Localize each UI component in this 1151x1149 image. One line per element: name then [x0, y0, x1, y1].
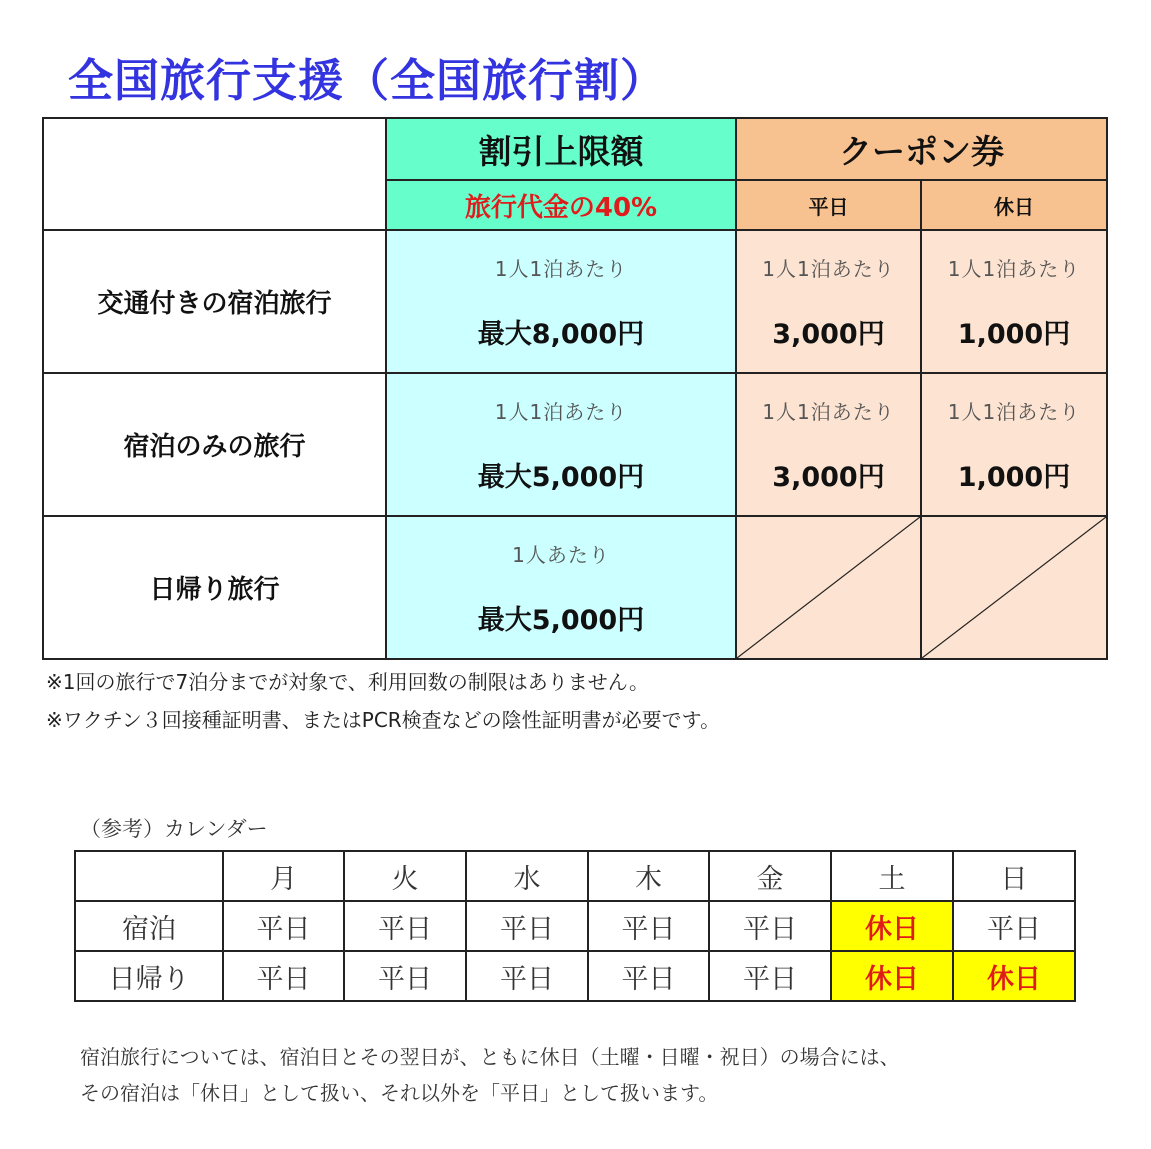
day-header: 日 [953, 851, 1075, 901]
calendar-cell: 平日 [709, 951, 831, 1001]
day-header: 火 [344, 851, 466, 901]
calendar-header-row [75, 851, 1075, 901]
calendar-cell: 平日 [588, 901, 709, 951]
coupon-weekday-header: 平日 [736, 180, 921, 230]
calendar-row [75, 951, 1075, 1001]
amount-text: 1,000円 [957, 462, 1071, 493]
corner-cell [43, 118, 386, 230]
amount-text: 3,000円 [772, 462, 885, 493]
amount-text: 最大8,000円 [477, 319, 645, 350]
per-unit-text: 1人あたり [512, 543, 610, 567]
day-header: 金 [709, 851, 831, 901]
holiday-coupon-cell [921, 373, 1107, 516]
calendar-cell: 平日 [466, 901, 588, 951]
day-header: 水 [466, 851, 588, 901]
per-unit-text: 1人1泊あたり [762, 400, 895, 424]
not-applicable-cell [736, 516, 921, 659]
calendar-caption: （参考）カレンダー [80, 817, 268, 841]
holiday-coupon-cell [921, 230, 1107, 373]
calendar-corner-cell [75, 851, 223, 901]
per-unit-text: 1人1泊あたり [762, 257, 895, 281]
footer-text: 宿泊旅行については、宿泊日とその翌日が、ともに休日（土曜・日曜・祝日）の場合には、 [80, 1045, 900, 1069]
calendar-cell-holiday: 休日 [831, 901, 953, 951]
amount-text: 1,000円 [957, 319, 1071, 350]
footer-text: その宿泊は「休日」として扱い、それ以外を「平日」として扱います。 [80, 1081, 719, 1105]
coupon-holiday-header: 休日 [921, 180, 1107, 230]
amount-text: 最大5,000円 [477, 605, 645, 636]
row-label: 宿泊のみの旅行 [43, 373, 386, 516]
discount-header: 割引上限額 [386, 118, 736, 180]
calendar-cell: 平日 [223, 951, 344, 1001]
calendar-cell-holiday: 休日 [831, 951, 953, 1001]
note-text: ※1回の旅行で7泊分までが対象で、利用回数の制限はありません。 [46, 670, 650, 694]
diagonal-slash [737, 517, 920, 658]
calendar-row-label: 宿泊 [75, 901, 223, 951]
per-unit-text: 1人1泊あたり [494, 400, 628, 424]
amount-text: 3,000円 [772, 319, 885, 350]
calendar-row [75, 901, 1075, 951]
calendar-cell: 平日 [588, 951, 709, 1001]
discount-subheader: 旅行代金の40% [386, 180, 736, 230]
diagonal-slash [922, 517, 1106, 658]
table-row [43, 516, 1107, 659]
per-unit-text: 1人1泊あたり [494, 257, 628, 281]
coupon-header: クーポン券 [736, 118, 1107, 180]
table-row [43, 230, 1107, 373]
note-text: ※ワクチン３回接種証明書、またはPCR検査などの陰性証明書が必要です。 [46, 708, 721, 732]
calendar-cell: 平日 [709, 901, 831, 951]
day-header: 土 [831, 851, 953, 901]
weekday-coupon-cell [736, 230, 921, 373]
not-applicable-cell [921, 516, 1107, 659]
day-header: 月 [223, 851, 344, 901]
calendar-cell: 平日 [344, 901, 466, 951]
weekday-coupon-cell [736, 373, 921, 516]
day-header: 木 [588, 851, 709, 901]
amount-text: 最大5,000円 [477, 462, 645, 493]
calendar-cell: 平日 [223, 901, 344, 951]
calendar-table [74, 850, 1076, 1002]
calendar-cell: 平日 [953, 901, 1075, 951]
discount-cell [386, 230, 736, 373]
calendar-cell: 平日 [344, 951, 466, 1001]
per-unit-text: 1人1泊あたり [947, 400, 1081, 424]
discount-cell [386, 373, 736, 516]
table-row [43, 373, 1107, 516]
row-label: 日帰り旅行 [43, 516, 386, 659]
calendar-cell-holiday: 休日 [953, 951, 1075, 1001]
per-unit-text: 1人1泊あたり [947, 257, 1081, 281]
calendar-cell: 平日 [466, 951, 588, 1001]
calendar-row-label: 日帰り [75, 951, 223, 1001]
discount-cell [386, 516, 736, 659]
subsidy-table [42, 117, 1108, 660]
row-label: 交通付きの宿泊旅行 [43, 230, 386, 373]
page-title: 全国旅行支援（全国旅行割） [68, 54, 667, 107]
